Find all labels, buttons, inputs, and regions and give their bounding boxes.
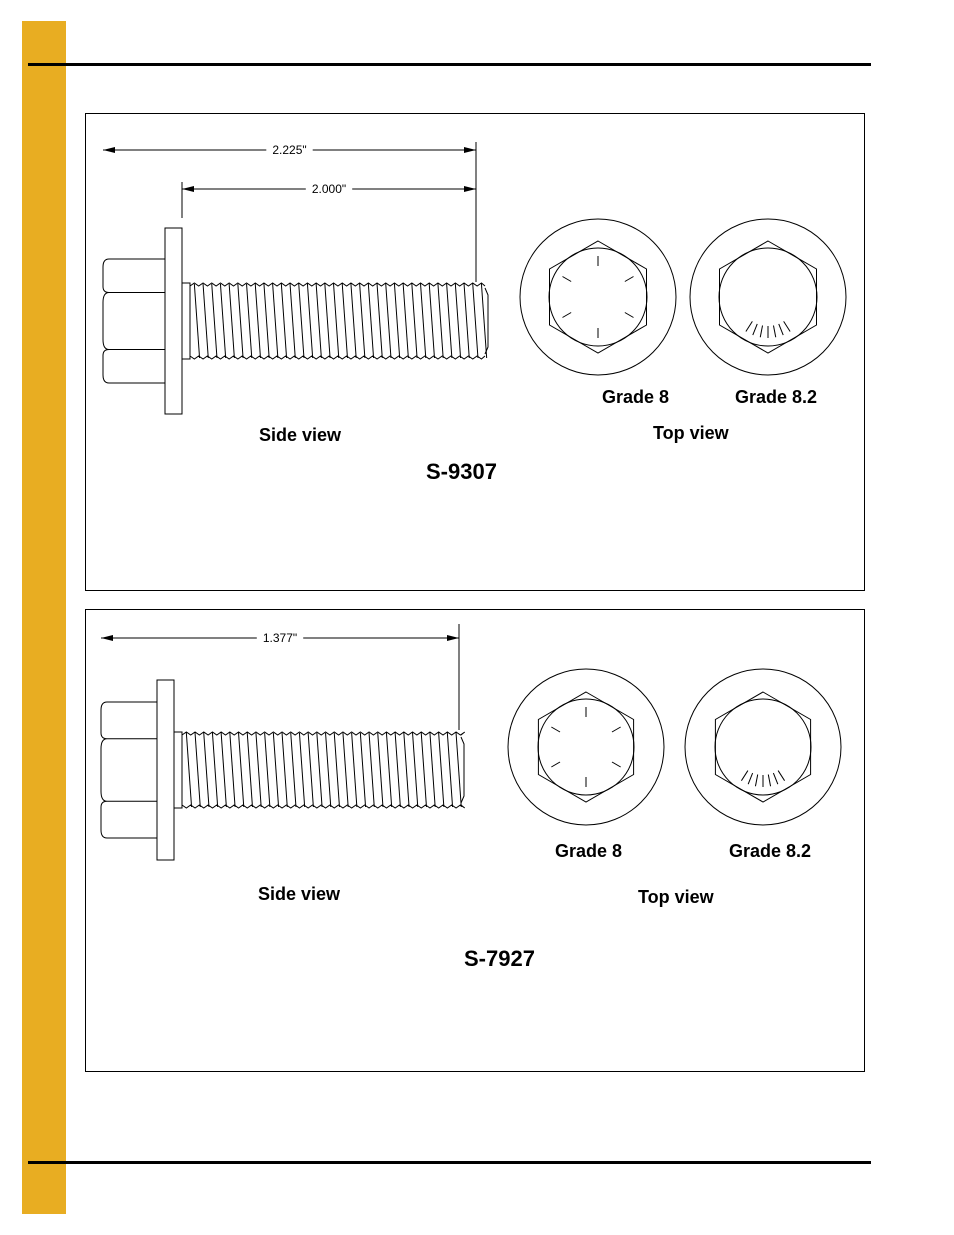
grade-radial-mark: [748, 773, 752, 784]
thread-line: [229, 284, 234, 358]
thread-line: [204, 733, 209, 807]
side-view-drawing: [101, 680, 465, 860]
thread-crest-bottom: [182, 805, 465, 808]
dimension-arrow: [464, 186, 476, 192]
thread-line: [386, 284, 391, 358]
thread-line: [220, 284, 225, 358]
dimension-arrow: [182, 186, 194, 192]
bolt-drawing: [86, 114, 864, 590]
grade-radial-mark: [779, 324, 783, 335]
bolt-hex-head: [103, 259, 165, 383]
dimension-lines: [101, 624, 459, 730]
thread-line: [430, 733, 435, 807]
thread-line: [264, 284, 269, 358]
grade-radial-mark: [612, 727, 621, 732]
thread-line: [281, 284, 286, 358]
thread-line: [413, 733, 418, 807]
thread-line: [194, 284, 199, 358]
part-number: S-7927: [464, 946, 535, 971]
top-view-drawings: [508, 669, 841, 825]
dimension-lines: [103, 142, 476, 282]
thread-line: [369, 733, 374, 807]
thread-line: [473, 284, 478, 358]
thread-line: [343, 733, 348, 807]
thread-line: [352, 733, 357, 807]
accent-side-band: [22, 21, 66, 1214]
thread-line: [212, 733, 217, 807]
flange-circle: [520, 219, 676, 375]
thread-line: [378, 733, 383, 807]
grade-radial-mark: [755, 774, 757, 786]
grade-radial-mark: [773, 325, 775, 337]
part-number: S-9307: [426, 459, 497, 484]
thread-line: [316, 284, 321, 358]
thread-line: [438, 284, 443, 358]
thread-line: [308, 733, 313, 807]
thread-line: [247, 284, 252, 358]
thread-line: [221, 733, 226, 807]
grade-8-label: Grade 8: [602, 387, 670, 407]
bolt-neck: [182, 283, 190, 359]
thread-line: [360, 284, 365, 358]
thread-line: [342, 284, 347, 358]
thread-line: [368, 284, 373, 358]
thread-line: [247, 733, 252, 807]
thread-line: [238, 284, 243, 358]
grade-radial-mark: [768, 774, 770, 786]
thread-line: [394, 284, 399, 358]
thread-line: [256, 733, 261, 807]
thread-line: [404, 733, 409, 807]
footer-rule: [28, 1161, 871, 1164]
thread-line: [212, 284, 217, 358]
thread-line: [395, 733, 400, 807]
thread-line: [412, 284, 417, 358]
thread-line: [325, 284, 330, 358]
thread-line: [403, 284, 408, 358]
thread-line: [481, 284, 486, 358]
dimension-value: 1.377": [262, 631, 298, 645]
thread-line: [334, 284, 339, 358]
thread-line: [360, 733, 365, 807]
thread-line: [455, 284, 460, 358]
dimension-value: 2.225": [272, 143, 307, 157]
bolt-diagram-panel-s9307: [85, 113, 865, 591]
thread-line: [464, 284, 469, 358]
top-view-label: Top view: [653, 423, 729, 443]
flange-circle: [690, 219, 846, 375]
grade-radial-mark: [760, 325, 762, 337]
grade-radial-mark: [746, 321, 752, 331]
grade-radial-mark: [551, 727, 560, 732]
thread-line: [203, 284, 208, 358]
top-view-label: Top view: [638, 887, 714, 907]
grade-8-label: Grade 8: [555, 841, 623, 861]
dimension-arrow: [464, 147, 476, 153]
thread-line: [439, 733, 444, 807]
dimension-arrow: [103, 147, 115, 153]
thread-line: [456, 733, 461, 807]
side-view-label: Side view: [258, 884, 341, 904]
header-rule: [28, 63, 871, 66]
grade-radial-mark: [551, 762, 560, 767]
thread-line: [273, 733, 278, 807]
thread-line: [195, 733, 200, 807]
side-view-label: Side view: [259, 425, 342, 445]
dimension-value: 2.000": [311, 182, 347, 196]
bolt-flange: [157, 680, 174, 860]
thread-line: [282, 733, 287, 807]
thread-line: [265, 733, 270, 807]
grade-radial-mark: [625, 313, 634, 318]
thread-line: [186, 733, 191, 807]
thread-line: [421, 733, 426, 807]
bolt-flange: [165, 228, 182, 414]
dimension-arrow: [101, 635, 113, 641]
grade-radial-mark: [753, 324, 757, 335]
grade-radial-mark: [778, 771, 784, 781]
top-view-drawings: [520, 219, 846, 375]
thread-line: [307, 284, 312, 358]
grade-8-2-label: Grade 8.2: [735, 387, 818, 407]
thread-line: [334, 733, 339, 807]
thread-line: [317, 733, 322, 807]
thread-line: [429, 284, 434, 358]
thread-line: [386, 733, 391, 807]
grade-radial-mark: [612, 762, 621, 767]
dimension-arrow: [447, 635, 459, 641]
thread-line: [239, 733, 244, 807]
thread-line: [273, 284, 278, 358]
thread-crest-top: [182, 732, 465, 735]
thread-line: [447, 284, 452, 358]
thread-line: [290, 284, 295, 358]
grade-8-2-label: Grade 8.2: [729, 841, 812, 861]
thread-line: [351, 284, 356, 358]
grade-radial-mark: [562, 277, 571, 282]
thread-line: [255, 284, 260, 358]
bolt-neck: [174, 732, 182, 808]
side-view-drawing: [103, 228, 488, 414]
thread-line: [326, 733, 331, 807]
grade-radial-mark: [741, 771, 747, 781]
grade-radial-mark: [773, 773, 777, 784]
grade-radial-mark: [784, 321, 790, 331]
thread-line: [291, 733, 296, 807]
bolt-hex-head: [101, 702, 157, 838]
grade-radial-mark: [562, 313, 571, 318]
thread-line: [299, 733, 304, 807]
grade-radial-mark: [625, 277, 634, 282]
thread-line: [421, 284, 426, 358]
thread-line: [447, 733, 452, 807]
thread-line: [377, 284, 382, 358]
thread-crest-top: [190, 283, 485, 286]
thread-line: [230, 733, 235, 807]
thread-line: [299, 284, 304, 358]
bolt-diagram-panel-s7927: [85, 609, 865, 1072]
thread-ends: [190, 286, 488, 356]
